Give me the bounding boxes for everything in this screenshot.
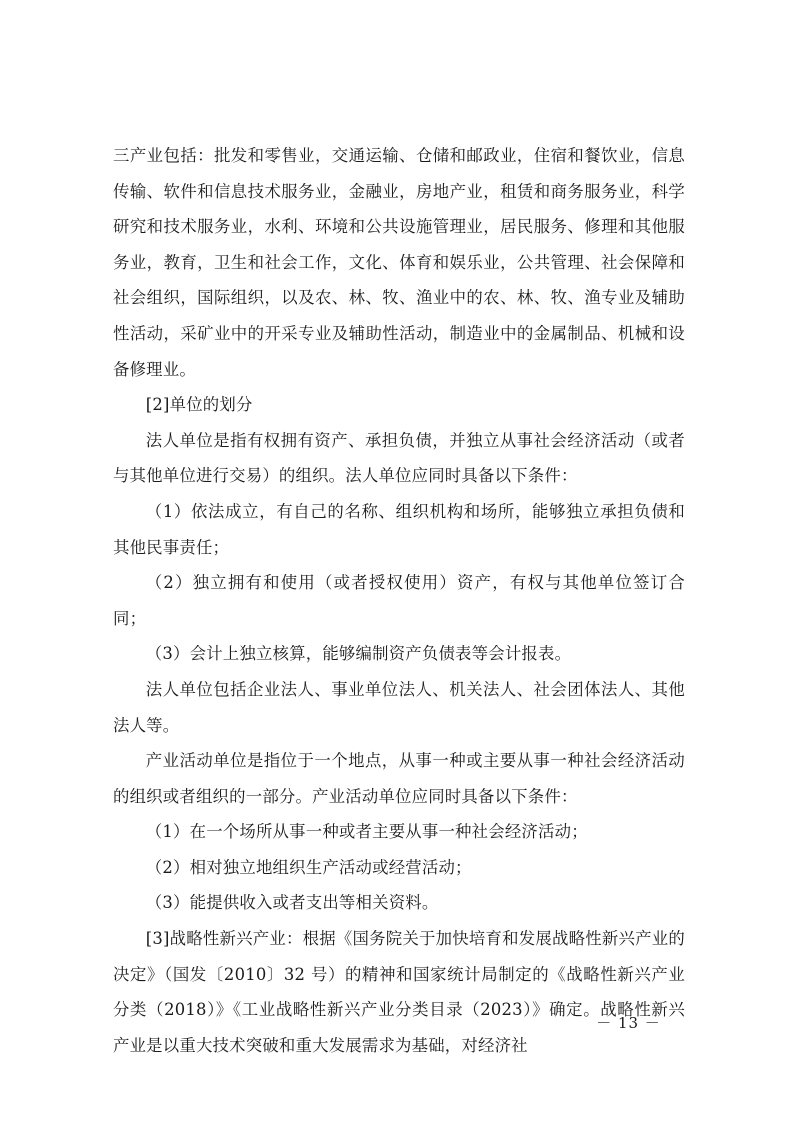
paragraph-11: （3）能提供收入或者支出等相关资料。	[145, 893, 439, 913]
paragraph-7: 法人单位包括企业法人、事业单位法人、机关法人、社会团体法人、其他法人等。	[113, 679, 685, 735]
paragraph-4: （1）依法成立，有自己的名称、组织机构和场所，能够独立承担负债和其他民事责任；	[113, 501, 685, 557]
paragraph-8: 产业活动单位是指位于一个地点，从事一种或主要从事一种社会经济活动的组织或者组织的一部分。产业活动单位应同时具备以下条件：	[113, 751, 685, 806]
paragraph-1: 三产业包括：批发和零售业，交通运输、仓储和邮政业，住宿和餐饮业，信息传输、软件和信息技术服务业，金融业，房地产业，租赁和商务服务业，科学研究和技术服务业，水利、环境和公共设施管理业，居民服务、修理和其他服务业，教育，卫生和社会工作，文化、体育和娱乐业，公共管理、社会保障和社会组织，国际组织，以及农、林、牧、渔业中的农、林、牧、渔专业及辅助性活动，采矿业中的开采专业及辅助性活动，制造业中的金属制品、机械和设备修理业。	[113, 146, 685, 379]
paragraph-12: [3]战略性新兴产业：根据《国务院关于加快培育和发展战略性新兴产业的决定》（国发〔2010〕32 号）的精神和国家统计局制定的《战略性新兴产业分类（2018）》《工业战略性新兴产业分类目录（2023）》确定。战略性新兴产业是以重大技术突破和重大发展需求为基础，对经济社	[113, 929, 685, 1055]
paragraph-2: [2]单位的划分	[145, 395, 253, 415]
page-footer	[0, 1012, 793, 1033]
page-number: － 13 －	[596, 1014, 661, 1032]
paragraph-6: （3）会计上独立核算，能够编制资产负债表等会计报表。	[145, 644, 572, 664]
paragraph-5: （2）独立拥有和使用（或者授权使用）资产，有权与其他单位签订合同；	[113, 573, 685, 628]
paragraph-9: （1）在一个场所从事一种或者主要从事一种社会经济活动；	[145, 822, 588, 842]
page-body	[113, 138, 685, 1063]
paragraph-10: （2）相对独立地组织生产活动或经营活动；	[145, 857, 472, 877]
paragraph-3: 法人单位是指有权拥有资产、承担负债，并独立从事社会经济活动（或者与其他单位进行交易）的组织。法人单位应同时具备以下条件：	[113, 430, 685, 486]
